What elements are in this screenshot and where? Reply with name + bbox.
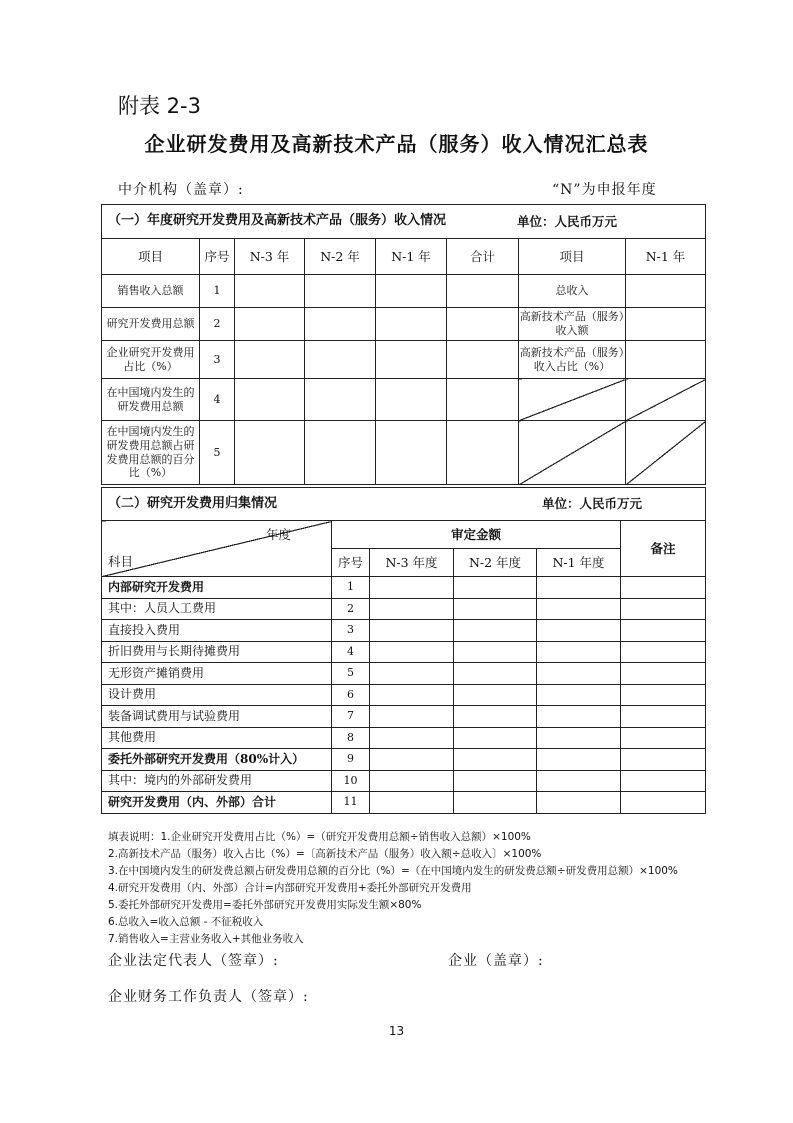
value-cell[interactable]: [626, 341, 706, 379]
row-item: 在中国境内发生的研发费用总额占研发费用总额的百分比（%）: [102, 421, 200, 485]
remark-cell[interactable]: [621, 663, 706, 685]
value-cell[interactable]: [376, 341, 447, 379]
row-subject: 其中：人员人工费用: [102, 598, 332, 620]
row-item: 研究开发费用总额: [102, 308, 200, 341]
value-cell[interactable]: [454, 792, 537, 814]
remark-cell[interactable]: [621, 577, 706, 599]
subheader-n3: N-3 年度: [370, 549, 454, 577]
legal-rep-signature-label: 企业法定代表人（签章）:: [108, 953, 279, 969]
value-cell[interactable]: [370, 684, 454, 706]
remark-cell[interactable]: [621, 684, 706, 706]
table-row: [102, 770, 706, 792]
value-cell[interactable]: [370, 727, 454, 749]
value-cell[interactable]: [626, 275, 706, 308]
row-no: 5: [200, 421, 235, 485]
row-no: 1: [200, 275, 235, 308]
table-row: [102, 577, 706, 599]
subheader-no: 序号: [332, 549, 370, 577]
value-cell[interactable]: [454, 641, 537, 663]
value-cell[interactable]: [235, 421, 305, 485]
diagonal-void-cell: [626, 421, 706, 485]
value-cell[interactable]: [370, 663, 454, 685]
col-header-n3: N-3 年: [235, 239, 305, 275]
row-no: 7: [332, 706, 370, 728]
row-item: 销售收入总额: [102, 275, 200, 308]
value-cell[interactable]: [305, 275, 376, 308]
table-row: [102, 341, 706, 379]
remark-cell[interactable]: [621, 792, 706, 814]
value-cell[interactable]: [537, 641, 621, 663]
note-line: 5.委托外部研究开发费用=委托外部研究开发费用实际发生额×80%: [108, 899, 422, 911]
note-line: 3.在中国境内发生的研发费总额占研发费用总额的百分比（%）=（在中国境内发生的研发费总额÷研发费用总额）×100%: [108, 865, 678, 877]
table-row: [102, 706, 706, 728]
row-subject: 折旧费用与长期待摊费用: [102, 641, 332, 663]
value-cell[interactable]: [537, 663, 621, 685]
row-right-item: 总收入: [519, 275, 626, 308]
diagonal-void-cell: [519, 421, 626, 485]
row-no: 2: [200, 308, 235, 341]
page-number: 13: [388, 1024, 405, 1038]
col-header-total: 合计: [447, 239, 519, 275]
value-cell[interactable]: [305, 379, 376, 421]
table-row: [102, 792, 706, 814]
section1-unit: 单位：人民币万元: [517, 213, 618, 229]
value-cell[interactable]: [537, 749, 621, 771]
value-cell[interactable]: [447, 379, 519, 421]
table-row: [102, 598, 706, 620]
row-no: 3: [332, 620, 370, 642]
row-subject: 设计费用: [102, 684, 332, 706]
row-no: 1: [332, 577, 370, 599]
value-cell[interactable]: [447, 421, 519, 485]
subheader-n1: N-1 年度: [537, 549, 621, 577]
value-cell[interactable]: [305, 421, 376, 485]
remark-cell[interactable]: [621, 749, 706, 771]
value-cell[interactable]: [626, 308, 706, 341]
agency-stamp-label: 中介机构（盖章）:: [118, 182, 244, 198]
row-no: 10: [332, 770, 370, 792]
value-cell[interactable]: [454, 706, 537, 728]
remark-cell[interactable]: [621, 598, 706, 620]
row-no: 8: [332, 727, 370, 749]
row-subject: 委托外部研究开发费用（80%计入）: [102, 749, 332, 771]
diagonal-void-cell: [626, 379, 706, 421]
value-cell[interactable]: [537, 727, 621, 749]
value-cell[interactable]: [370, 641, 454, 663]
col-header-n1: N-1 年: [376, 239, 447, 275]
table-row: [102, 275, 706, 308]
value-cell[interactable]: [454, 598, 537, 620]
value-cell[interactable]: [447, 275, 519, 308]
col-header-item: 项目: [102, 239, 200, 275]
header-subject: 科目: [108, 554, 134, 570]
col-header-no: 序号: [200, 239, 235, 275]
value-cell[interactable]: [454, 749, 537, 771]
row-subject: 装备调试费用与试验费用: [102, 706, 332, 728]
attachment-label: 附表 2-3: [118, 94, 201, 118]
value-cell[interactable]: [370, 792, 454, 814]
value-cell[interactable]: [305, 341, 376, 379]
row-subject: 直接投入费用: [102, 620, 332, 642]
remark-cell[interactable]: [621, 706, 706, 728]
rd-expense-table: [101, 487, 706, 814]
value-cell[interactable]: [376, 308, 447, 341]
col-header-right-n1: N-1 年: [626, 239, 706, 275]
value-cell[interactable]: [235, 379, 305, 421]
section2-unit: 单位：人民币万元: [542, 496, 643, 512]
section1-title: （一）年度研究开发费用及高新技术产品（服务）收入情况: [108, 213, 447, 229]
row-subject: 其他费用: [102, 727, 332, 749]
value-cell[interactable]: [537, 620, 621, 642]
value-cell[interactable]: [454, 684, 537, 706]
value-cell[interactable]: [370, 770, 454, 792]
value-cell[interactable]: [235, 275, 305, 308]
value-cell[interactable]: [370, 577, 454, 599]
remark-cell[interactable]: [621, 620, 706, 642]
value-cell[interactable]: [454, 663, 537, 685]
row-right-item: 高新技术产品（服务）收入占比（%）: [519, 341, 626, 379]
table-row: [102, 727, 706, 749]
n-year-note: “N”为申报年度: [552, 182, 657, 198]
value-cell[interactable]: [376, 421, 447, 485]
row-no: 5: [332, 663, 370, 685]
header-year: 年度: [265, 527, 291, 542]
table-row: [102, 663, 706, 685]
value-cell[interactable]: [454, 770, 537, 792]
col-header-n2: N-2 年: [305, 239, 376, 275]
document-title: 企业研发费用及高新技术产品（服务）收入情况汇总表: [144, 132, 649, 156]
company-stamp-label: 企业（盖章）:: [448, 953, 544, 969]
row-item: 企业研究开发费用占比（%）: [102, 341, 200, 379]
table-row: [102, 308, 706, 341]
value-cell[interactable]: [537, 706, 621, 728]
row-no: 4: [200, 379, 235, 421]
note-line: 2.高新技术产品（服务）收入占比（%）=〔高新技术产品（服务）收入额÷总收入〕×100%: [108, 848, 542, 860]
row-subject: 内部研究开发费用: [102, 577, 332, 599]
table-row: [102, 620, 706, 642]
header-audited-amount: 审定金额: [332, 521, 621, 549]
table-row: [102, 421, 706, 485]
row-subject: 无形资产摊销费用: [102, 663, 332, 685]
value-cell[interactable]: [235, 308, 305, 341]
value-cell[interactable]: [370, 620, 454, 642]
value-cell[interactable]: [370, 749, 454, 771]
row-subject: 其中：境内的外部研发费用: [102, 770, 332, 792]
value-cell[interactable]: [376, 379, 447, 421]
header-remarks: 备注: [621, 521, 706, 577]
row-subject: 研究开发费用（内、外部）合计: [102, 792, 332, 814]
row-no: 9: [332, 749, 370, 771]
row-no: 2: [332, 598, 370, 620]
value-cell[interactable]: [537, 598, 621, 620]
row-item: 在中国境内发生的研发费用总额: [102, 379, 200, 421]
value-cell[interactable]: [305, 308, 376, 341]
value-cell[interactable]: [370, 706, 454, 728]
value-cell[interactable]: [537, 770, 621, 792]
value-cell[interactable]: [447, 308, 519, 341]
section1-title-cell: [102, 205, 706, 239]
value-cell[interactable]: [537, 684, 621, 706]
row-no: 11: [332, 792, 370, 814]
note-line: 填表说明：1.企业研究开发费用占比（%）=（研究开发费用总额÷销售收入总额）×100%: [108, 831, 531, 843]
remark-cell[interactable]: [621, 727, 706, 749]
section2-title-cell: [102, 488, 706, 521]
table-row: [102, 641, 706, 663]
table-row: [102, 684, 706, 706]
remark-cell[interactable]: [621, 770, 706, 792]
row-no: 4: [332, 641, 370, 663]
value-cell[interactable]: [537, 577, 621, 599]
col-header-right-item: 项目: [519, 239, 626, 275]
row-right-item: 高新技术产品（服务）收入额: [519, 308, 626, 341]
value-cell[interactable]: [376, 275, 447, 308]
header-diagonal-cell: [102, 521, 332, 577]
income-summary-table: [101, 204, 706, 485]
value-cell[interactable]: [537, 792, 621, 814]
row-no: 6: [332, 684, 370, 706]
note-line: 4.研究开发费用（内、外部）合计=内部研究开发费用+委托外部研究开发费用: [108, 882, 472, 894]
finance-head-signature-label: 企业财务工作负责人（签章）:: [108, 989, 309, 1005]
value-cell[interactable]: [235, 341, 305, 379]
note-line: 7.销售收入=主营业务收入+其他业务收入: [108, 933, 304, 945]
value-cell[interactable]: [370, 598, 454, 620]
table-row: [102, 379, 706, 421]
subheader-n2: N-2 年度: [454, 549, 537, 577]
diagonal-void-cell: [519, 379, 626, 421]
value-cell[interactable]: [454, 620, 537, 642]
row-no: 3: [200, 341, 235, 379]
value-cell[interactable]: [447, 341, 519, 379]
value-cell[interactable]: [454, 577, 537, 599]
table-row: [102, 749, 706, 771]
value-cell[interactable]: [454, 727, 537, 749]
remark-cell[interactable]: [621, 641, 706, 663]
section2-title: （二）研究开发费用归集情况: [108, 495, 278, 511]
note-line: 6.总收入=收入总额 - 不征税收入: [108, 916, 264, 928]
filling-notes: [108, 829, 678, 948]
